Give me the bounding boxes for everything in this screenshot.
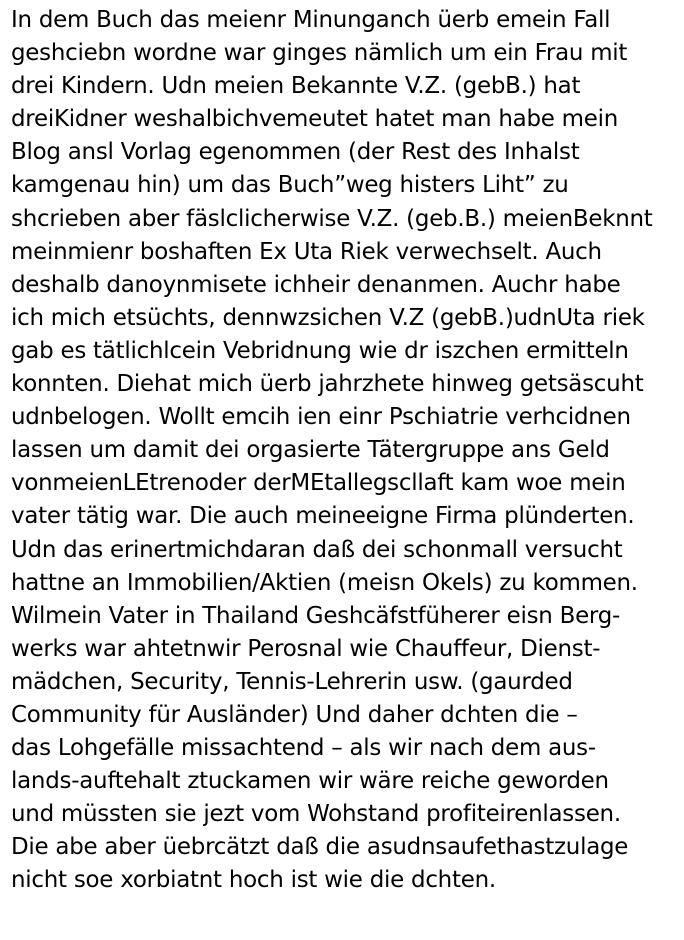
text-line: udnbelogen. Wollt emcih ien einr Pschiatrie verhcidnen	[11, 404, 631, 431]
text-line: Udn das erinertmichdaran daß dei schonmall versucht	[11, 536, 623, 563]
text-line: deshalb danoynmisete ichheir denanmen. Auchr habe	[11, 271, 621, 298]
text-line: Wilmein Vater in Thailand Geshcäfstfüherer eisn Berg-	[11, 602, 621, 629]
text-line: konnten. Diehat mich üerb jahrzhete hinweg getsäscuht	[11, 371, 644, 398]
text-line: lands-auftehalt ztuckamen wir wäre reiche geworden	[11, 768, 609, 795]
text-line: das Lohgefälle missachtend – als wir nach dem aus-	[11, 735, 596, 762]
text-line: Community für Ausländer) Und daher dchten die –	[11, 701, 578, 728]
text-line: Die abe aber üebrcätzt daß die asudnsaufethastzulage	[11, 834, 629, 861]
document-page	[11, 4, 681, 898]
text-line: dreiKidner weshalbichvemeutet hatet man habe mein	[11, 106, 619, 133]
text-line: hattne an Immobilien/Aktien (meisn Okels) zu kommen.	[11, 569, 638, 596]
text-line: gab es tätlichlcein Vebridnung wie dr iszchen ermitteln	[11, 337, 629, 364]
text-line: Blog ansl Vorlag egenommen (der Rest des Inhalst	[11, 139, 580, 166]
text-line: shcrieben aber fäslclicherwise V.Z. (geb.B.) meienBeknnt	[11, 205, 653, 232]
text-line: mädchen, Security, Tennis-Lehrerin usw. (gaurded	[11, 668, 573, 695]
text-line: vater tätig war. Die auch meineeigne Firma plünderten.	[11, 503, 635, 530]
text-line: kamgenau hin) um das Buch”weg histers Liht” zu	[11, 172, 569, 199]
text-line: lassen um damit dei orgasierte Tätergruppe ans Geld	[11, 437, 610, 464]
text-line: In dem Buch das meienr Minunganch üerb emein Fall	[11, 7, 611, 33]
text-line: werks war ahtetnwir Perosnal wie Chauffeur, Dienst-	[11, 635, 601, 662]
text-line: drei Kindern. Udn meien Bekannte V.Z. (gebB.) hat	[11, 73, 581, 100]
text-line: geshciebn wordne war ginges nämlich um ein Frau mit	[11, 40, 628, 67]
text-line: nicht soe xorbiatnt hoch ist wie die dchten.	[11, 867, 496, 894]
text-line: ich mich etsüchts, dennwzsichen V.Z (gebB.)udnUta riek	[11, 304, 645, 331]
text-line: meinmienr boshaften Ex Uta Riek verwechselt. Auch	[11, 238, 602, 265]
text-line: vonmeienLEtrenoder derMEtallegscllaft kam woe mein	[11, 470, 626, 497]
text-line: und müssten sie jezt vom Wohstand profiteirenlassen.	[11, 801, 621, 828]
